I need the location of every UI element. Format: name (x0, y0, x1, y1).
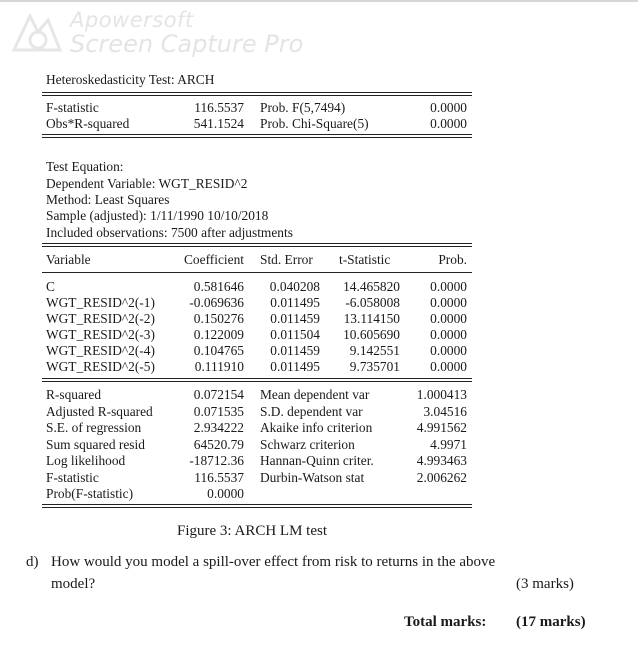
stat-value: 0.0000 (207, 486, 244, 501)
rule (42, 507, 472, 508)
stat-label-right: Schwarz criterion (260, 437, 355, 452)
cell-coefficient: 0.581646 (193, 279, 244, 294)
cell-coefficient: 0.111910 (194, 359, 244, 374)
cell-prob: 0.0000 (430, 311, 467, 326)
stat-value-right: 4.9971 (430, 437, 467, 452)
rule (42, 504, 472, 505)
cell-t-statistic: 10.605690 (343, 327, 400, 342)
stat-value-right: 4.991562 (416, 420, 467, 435)
stat-label-right: Durbin-Watson stat (260, 470, 365, 485)
question-text-line2: model? (51, 576, 96, 592)
header-std-error: Std. Error (260, 252, 313, 267)
summary-label: Obs*R-squared (46, 116, 130, 131)
cell-prob: 0.0000 (430, 343, 467, 358)
cell-std-error: 0.011495 (270, 295, 320, 310)
cell-variable: WGT_RESID^2(-3) (46, 327, 155, 342)
cell-variable: WGT_RESID^2(-4) (46, 343, 155, 358)
cell-t-statistic: -6.058008 (345, 295, 400, 310)
summary-prob: 0.0000 (430, 100, 467, 115)
stat-label: F-statistic (46, 470, 99, 485)
equation-heading: Test Equation: (46, 159, 124, 174)
stat-label-right: Akaike info criterion (260, 420, 373, 435)
watermark (8, 8, 328, 60)
stat-value: 0.071535 (193, 404, 244, 419)
cell-t-statistic: 9.142551 (349, 343, 400, 358)
cell-t-statistic: 13.114150 (343, 311, 400, 326)
rule (42, 378, 472, 379)
observations: Included observations: 7500 after adjustments (46, 225, 293, 240)
rule (42, 272, 472, 273)
cell-variable: WGT_RESID^2(-5) (46, 359, 155, 374)
question-text-line1: How would you model a spill-over effect from risk to returns in the above (51, 554, 496, 570)
stat-label-right: S.D. dependent var (260, 404, 363, 419)
stat-label: Log likelihood (46, 453, 126, 468)
stat-value: -18712.36 (189, 453, 244, 468)
summary-label: F-statistic (46, 100, 99, 115)
dependent-variable: Dependent Variable: WGT_RESID^2 (46, 176, 248, 191)
cell-std-error: 0.040208 (269, 279, 320, 294)
stat-value-right: 1.000413 (416, 387, 467, 402)
cell-variable: WGT_RESID^2(-1) (46, 295, 155, 310)
cell-std-error: 0.011495 (270, 359, 320, 374)
cell-std-error: 0.011459 (270, 311, 320, 326)
cell-variable: WGT_RESID^2(-2) (46, 311, 155, 326)
sample: Sample (adjusted): 1/11/1990 10/10/2018 (46, 208, 269, 223)
summary-test: Prob. Chi-Square(5) (260, 116, 369, 131)
summary-value: 541.1524 (193, 116, 244, 131)
summary-prob: 0.0000 (430, 116, 467, 131)
stat-value: 2.934222 (193, 420, 244, 435)
header-coefficient: Coefficient (184, 252, 244, 267)
stat-label: R-squared (46, 387, 102, 402)
summary-value: 116.5537 (194, 100, 244, 115)
header-variable: Variable (46, 252, 91, 267)
header-prob: Prob. (438, 252, 467, 267)
stat-value-right: 3.04516 (423, 404, 467, 419)
cell-std-error: 0.011459 (270, 343, 320, 358)
cell-prob: 0.0000 (430, 327, 467, 342)
cell-t-statistic: 9.735701 (349, 359, 400, 374)
stat-value: 0.072154 (193, 387, 244, 402)
rule (42, 92, 472, 93)
method: Method: Least Squares (46, 192, 170, 207)
watermark-product: Screen Capture Pro (70, 30, 304, 58)
cell-prob: 0.0000 (430, 279, 467, 294)
stat-label: Prob(F-statistic) (46, 486, 134, 501)
question-marks: (3 marks) (516, 576, 574, 592)
top-border (0, 0, 638, 2)
watermark-logo-icon (8, 10, 66, 58)
cell-coefficient: 0.150276 (193, 311, 244, 326)
cell-prob: 0.0000 (430, 359, 467, 374)
stat-value: 116.5537 (194, 470, 244, 485)
stat-value-right: 4.993463 (416, 453, 467, 468)
cell-std-error: 0.011504 (270, 327, 320, 342)
stat-value: 64520.79 (193, 437, 244, 452)
rule (42, 243, 472, 244)
total-marks-label: Total marks: (404, 614, 487, 630)
cell-coefficient: -0.069636 (189, 295, 244, 310)
stat-value-right: 2.006262 (416, 470, 467, 485)
total-marks-value: (17 marks) (516, 614, 586, 630)
question-label: d) (26, 554, 39, 570)
stat-label: Adjusted R-squared (46, 404, 153, 419)
stat-label: Sum squared resid (46, 437, 145, 452)
stat-label-right: Hannan-Quinn criter. (260, 453, 374, 468)
figure-caption: Figure 3: ARCH LM test (177, 523, 328, 539)
rule (42, 95, 472, 96)
cell-t-statistic: 14.465820 (343, 279, 400, 294)
rule (42, 246, 472, 247)
cell-variable: C (46, 279, 55, 294)
stat-label: S.E. of regression (46, 420, 142, 435)
test-title: Heteroskedasticity Test: ARCH (46, 72, 215, 87)
cell-prob: 0.0000 (430, 295, 467, 310)
stat-label-right: Mean dependent var (260, 387, 370, 402)
rule (42, 137, 472, 138)
cell-coefficient: 0.122009 (193, 327, 244, 342)
header-t-statistic: t-Statistic (339, 252, 391, 267)
watermark-brand: Apowersoft (70, 8, 194, 32)
rule (42, 134, 472, 135)
cell-coefficient: 0.104765 (193, 343, 244, 358)
rule (42, 381, 472, 382)
summary-test: Prob. F(5,7494) (260, 100, 346, 115)
